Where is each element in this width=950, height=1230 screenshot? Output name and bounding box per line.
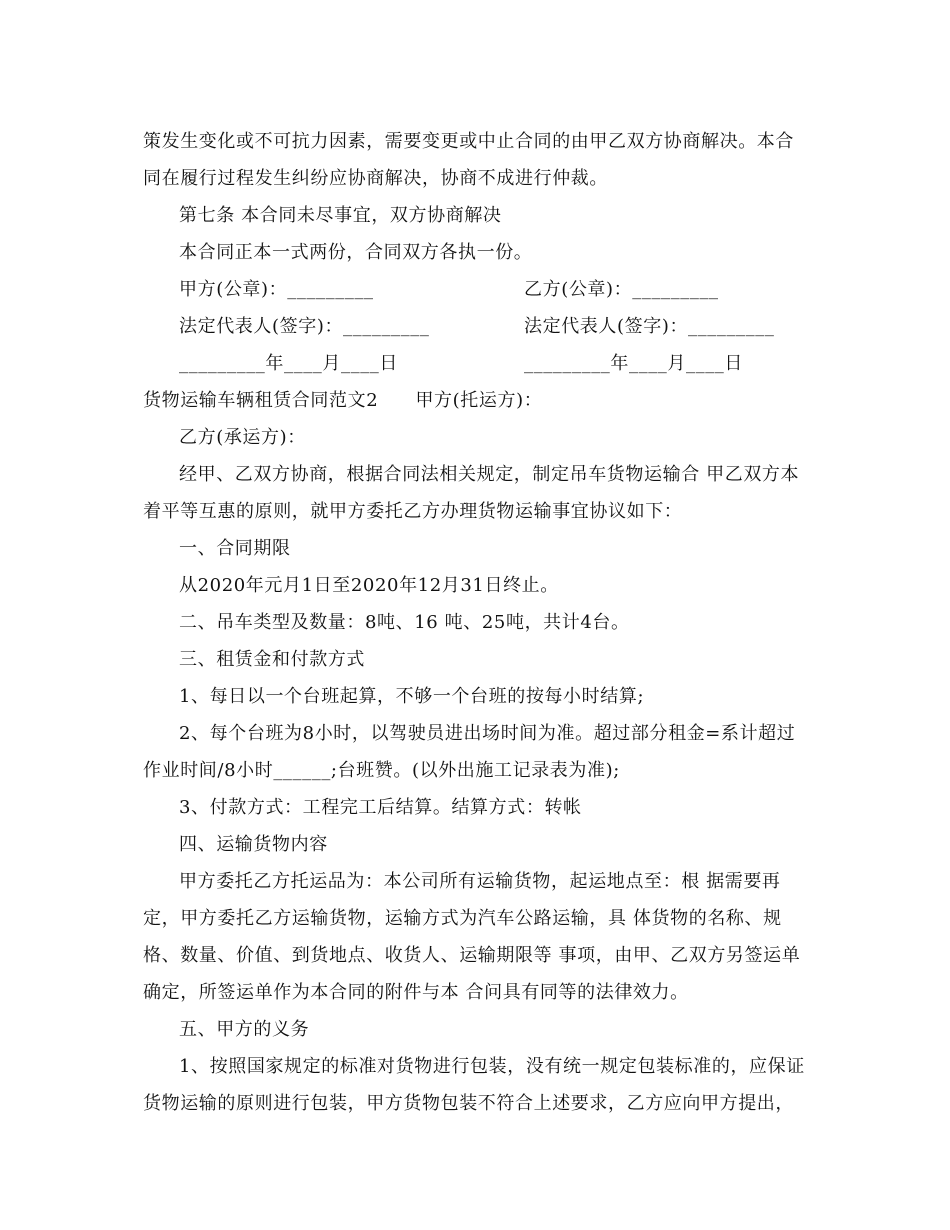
section-heading: 一、合同期限 [179, 538, 291, 559]
paragraph-line: 确定，所签运单作为本合同的附件与本 合问具有同等的法律效力。 [143, 982, 689, 1003]
section-heading: 五、甲方的义务 [179, 1019, 310, 1040]
paragraph-line: 同在履行过程发生纠纷应协商解决，协商不成进行仲裁。 [143, 168, 608, 189]
contract-title: 货物运输车辆租赁合同范文2 甲方(托运方)： [143, 390, 543, 411]
party-b-label: 乙方(承运方)： [179, 427, 306, 448]
paragraph-line: 着平等互惠的原则，就甲方委托乙方办理货物运输事宜协议如下： [143, 501, 683, 522]
paragraph-line: 定，甲方委托乙方运输货物，运输方式为汽车公路运输，具 体货物的名称、规 [143, 908, 782, 929]
list-item: 2、每个台班为8小时，以驾驶员进出场时间为准。超过部分租金=系计超过 [179, 723, 796, 744]
party-a-representative-field: 法定代表人(签字)：_________ [179, 316, 430, 337]
paragraph-line: 经甲、乙双方协商，根据合同法相关规定，制定吊车货物运输合 甲乙双方本 [179, 464, 800, 485]
party-b-date-field: _________年____月____日 [524, 353, 743, 374]
paragraph-line: 从2020年元月1日至2020年12月31日终止。 [179, 575, 559, 596]
paragraph-line: 货物运输的原则进行包装，甲方货物包装不符合上述要求，乙方应向甲方提出， [143, 1093, 794, 1114]
party-b-seal-field: 乙方(公章)：_________ [524, 279, 719, 300]
list-item: 1、每日以一个台班起算，不够一个台班的按每小时结算; [179, 686, 645, 707]
party-a-seal-field: 甲方(公章)：_________ [179, 279, 374, 300]
list-item: 1、按照国家规定的标准对货物进行包装，没有统一规定包装标准的，应保证 [179, 1056, 805, 1077]
paragraph-line: 甲方委托乙方托运品为：本公司所有运输货物，起运地点至：根 据需要再 [179, 871, 781, 892]
paragraph-line: 格、数量、价值、到货地点、收货人、运输期限等 事项，由甲、乙双方另签运单 [143, 945, 801, 966]
paragraph-line: 策发生变化或不可抗力因素，需要变更或中止合同的由甲乙双方协商解决。本合 [143, 131, 794, 152]
paragraph-line: 本合同正本一式两份，合同双方各执一份。 [179, 242, 533, 263]
section-heading: 二、吊车类型及数量：8吨、16 吨、25吨，共计4台。 [179, 612, 630, 633]
party-b-representative-field: 法定代表人(签字)：_________ [524, 316, 775, 337]
party-a-date-field: _________年____月____日 [179, 353, 398, 374]
list-item: 3、付款方式：工程完工后结算。结算方式：转帐 [179, 797, 582, 818]
section-heading: 四、运输货物内容 [179, 834, 328, 855]
paragraph-line: 作业时间/8小时______;台班赞。(以外出施工记录表为准); [143, 760, 620, 781]
section-heading: 三、租赁金和付款方式 [179, 649, 365, 670]
article-heading: 第七条 本合同未尽事宜，双方协商解决 [179, 205, 502, 226]
